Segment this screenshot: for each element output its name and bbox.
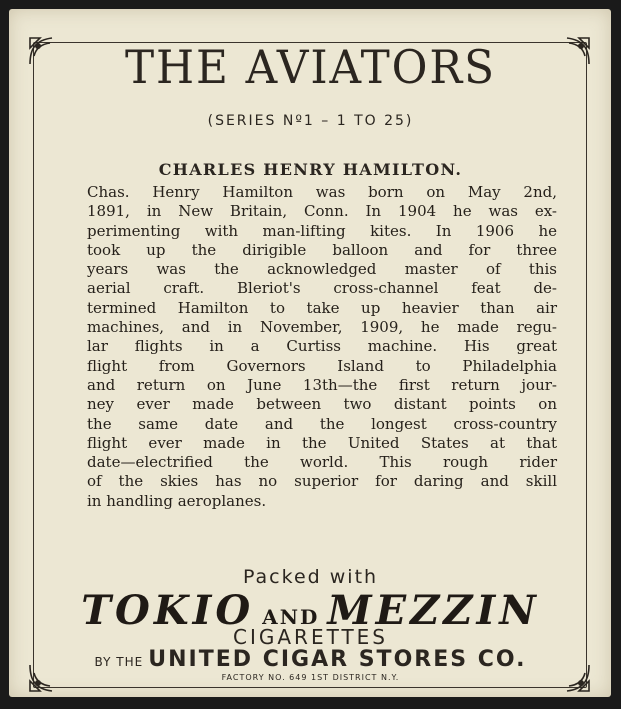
biography-text [87,183,557,511]
bio-line: date—electrified the world. This rough rider [87,453,557,472]
brand-mezzin: MEZZIN [327,587,540,634]
bio-line: machines, and in November, 1909, he made regu- [87,318,557,337]
cigarettes-label: CIGARETTES [233,625,388,649]
maker-line [0,647,621,672]
factory-label: FACTORY NO. 649 1ST DISTRICT N.Y. [221,673,400,682]
bio-line: the same date and the longest cross-country [87,414,557,433]
series-label: (SERIES Nº1 – 1 TO 25) [207,113,414,129]
bio-line: 1891, in New Britain, Conn. In 1904 he was ex- [87,202,557,221]
brand-tokio: TOKIO [81,587,255,634]
bio-line: and return on June 13th—the first return jour- [87,375,557,394]
bio-line: perimenting with man-lifting kites. In 1906 he [87,221,557,240]
bio-line: ney ever made between two distant points on [87,395,557,414]
bio-line: lar flights in a Curtiss machine. His great [87,337,557,356]
bio-line: aerial craft. Bleriot's cross-channel feat de- [87,279,557,298]
bio-line: Chas. Henry Hamilton was born on May 2nd, [87,183,557,201]
maker-name: UNITED CIGAR STORES CO. [148,647,527,672]
card-title: THE AVIATORS [124,40,497,94]
packed-with-label: Packed with [242,566,379,588]
brand-and: AND [262,605,320,629]
bio-line: years was the acknowledged master of this [87,260,557,279]
bio-line: flight ever made in the United States at that [87,433,557,452]
by-the-label: BY THE [94,655,144,669]
bio-line: of the skies has no superior for daring and skill [87,472,557,491]
bio-line: took up the dirigible balloon and for three [87,240,557,259]
bio-line: flight from Governors Island to Philadelphia [87,356,557,375]
subject-name: CHARLES HENRY HAMILTON. [158,160,463,179]
bio-line: in handling aeroplanes. [87,491,267,510]
bio-line: termined Hamilton to take up heavier than air [87,298,557,317]
